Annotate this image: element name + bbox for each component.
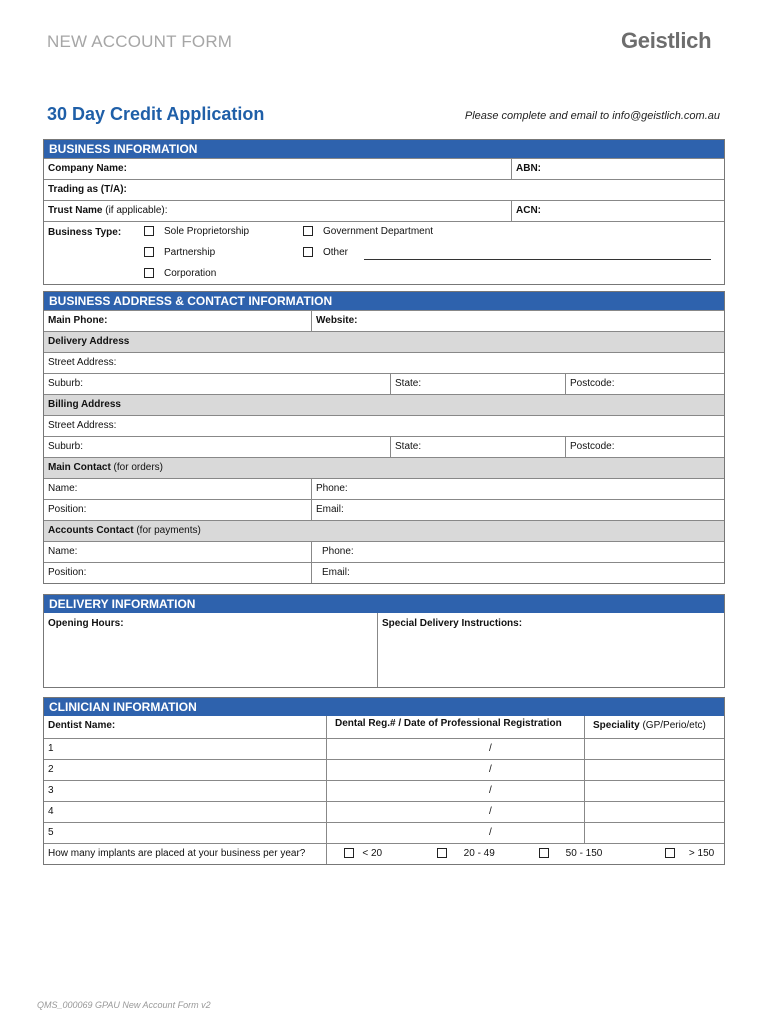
- implants-row: [44, 843, 724, 864]
- trust-row: [44, 200, 724, 221]
- checkbox[interactable]: [437, 848, 447, 858]
- delivery-street-field[interactable]: Street Address:: [48, 357, 117, 368]
- accounts-contact-label: [44, 521, 201, 541]
- delivery-suburb-field[interactable]: Suburb:: [48, 378, 84, 389]
- accounts-contact-header: [44, 520, 724, 541]
- business-type-label: Business Type:: [48, 227, 122, 238]
- billing-address-header: [44, 394, 724, 415]
- clinician-header-row: [44, 716, 724, 738]
- accounts-contact-suffix: (for payments): [133, 525, 201, 536]
- option-label: Government Department: [323, 226, 434, 237]
- section-heading: DELIVERY INFORMATION: [44, 595, 724, 613]
- trust-name-field[interactable]: [44, 201, 511, 221]
- dentist-name-5[interactable]: 5: [48, 827, 54, 838]
- checkbox[interactable]: [665, 848, 675, 858]
- other-text-line[interactable]: [364, 259, 711, 260]
- option-label: Other: [323, 247, 349, 258]
- checkbox[interactable]: [539, 848, 549, 858]
- option-label: Corporation: [164, 268, 217, 279]
- main-phone-field[interactable]: Main Phone:: [48, 315, 108, 326]
- main-contact-position-row: [44, 499, 724, 520]
- clinician-row-4: [44, 801, 724, 822]
- option-label: 50 - 150: [565, 848, 603, 859]
- speciality-5[interactable]: [584, 823, 724, 843]
- other-option[interactable]: [303, 247, 348, 258]
- page-title: 30 Day Credit Application: [47, 104, 265, 124]
- delivery-address-header: [44, 331, 724, 352]
- dentist-name-4[interactable]: 4: [48, 806, 54, 817]
- implants-question: How many implants are placed at your business per year?: [48, 848, 306, 859]
- option-label: Partnership: [164, 247, 216, 258]
- email-instruction: Please complete and email to info@geistlich.com.au: [464, 110, 720, 122]
- trust-name-suffix: (if applicable):: [102, 205, 168, 216]
- geistlich-logo: Geistlich: [621, 28, 712, 53]
- dentist-name-1[interactable]: 1: [48, 743, 54, 754]
- form-header-title: NEW ACCOUNT FORM: [47, 32, 233, 51]
- business-type-row: [44, 221, 724, 284]
- option-label: < 20: [362, 848, 383, 859]
- delivery-info-row: [44, 613, 724, 687]
- billing-street-field[interactable]: Street Address:: [48, 420, 117, 431]
- opening-hours-field[interactable]: Opening Hours:: [48, 618, 124, 629]
- dental-reg-2[interactable]: /: [326, 760, 584, 780]
- dentist-name-3[interactable]: 3: [48, 785, 54, 796]
- billing-state-field[interactable]: State:: [390, 437, 565, 457]
- delivery-address-label: Delivery Address: [48, 336, 130, 347]
- trust-name-label: Trust Name: [48, 205, 103, 216]
- delivery-postcode-field[interactable]: Postcode:: [565, 374, 724, 394]
- accounts-contact-title: Accounts Contact: [48, 525, 134, 536]
- sole-proprietorship-option[interactable]: [144, 226, 249, 237]
- billing-address-label: Billing Address: [48, 399, 121, 410]
- dentist-name-header: Dentist Name:: [48, 720, 116, 731]
- business-information-section: [43, 139, 725, 285]
- option-label: 20 - 49: [463, 848, 495, 859]
- speciality-1[interactable]: [584, 739, 724, 759]
- checkbox[interactable]: [144, 268, 154, 278]
- dentist-name-2[interactable]: 2: [48, 764, 54, 775]
- implants-option-gt150[interactable]: [644, 844, 724, 864]
- dental-reg-4[interactable]: /: [326, 802, 584, 822]
- accounts-contact-phone-field[interactable]: Phone:: [311, 542, 724, 562]
- trading-as-field[interactable]: Trading as (T/A):: [48, 184, 127, 195]
- delivery-suburb-row: [44, 373, 724, 394]
- delivery-street-row: [44, 352, 724, 373]
- clinician-information-section: [43, 697, 725, 865]
- main-contact-label: [44, 458, 163, 478]
- checkbox[interactable]: [303, 247, 313, 257]
- abn-field[interactable]: ABN:: [511, 159, 724, 179]
- footer-document-code: QMS_000069 GPAU New Account Form v2: [37, 1000, 211, 1010]
- accounts-contact-name-field[interactable]: Name:: [48, 546, 78, 557]
- partnership-option[interactable]: [144, 247, 215, 258]
- main-contact-phone-field[interactable]: Phone:: [311, 479, 724, 499]
- clinician-row-1: [44, 738, 724, 759]
- clinician-row-5: [44, 822, 724, 843]
- dental-reg-5[interactable]: /: [326, 823, 584, 843]
- checkbox[interactable]: [144, 226, 154, 236]
- address-contact-section: [43, 291, 725, 584]
- main-contact-name-row: [44, 478, 724, 499]
- billing-suburb-field[interactable]: Suburb:: [48, 441, 84, 452]
- main-contact-header: [44, 457, 724, 478]
- main-contact-title: Main Contact: [48, 462, 111, 473]
- implants-option-50-150[interactable]: [524, 844, 644, 864]
- main-contact-suffix: (for orders): [110, 462, 164, 473]
- special-delivery-instructions-field[interactable]: Special Delivery Instructions:: [377, 613, 724, 687]
- phone-website-row: [44, 310, 724, 331]
- speciality-header: [584, 716, 724, 738]
- speciality-suffix: (GP/Perio/etc): [639, 720, 706, 731]
- section-heading: BUSINESS INFORMATION: [44, 140, 724, 158]
- main-contact-email-field[interactable]: Email:: [311, 500, 724, 520]
- corporation-option[interactable]: [144, 268, 216, 279]
- dental-reg-header: Dental Reg.# / Date of Professional Registration: [326, 716, 584, 738]
- website-field[interactable]: Website:: [311, 311, 724, 331]
- billing-postcode-field[interactable]: Postcode:: [565, 437, 724, 457]
- implants-option-lt20[interactable]: [326, 844, 422, 864]
- speciality-4[interactable]: [584, 802, 724, 822]
- clinician-row-2: [44, 759, 724, 780]
- accounts-contact-name-row: [44, 541, 724, 562]
- trading-row: [44, 179, 724, 200]
- checkbox[interactable]: [144, 247, 154, 257]
- delivery-state-field[interactable]: State:: [390, 374, 565, 394]
- accounts-contact-email-field[interactable]: Email:: [311, 563, 724, 583]
- billing-street-row: [44, 415, 724, 436]
- main-contact-name-field[interactable]: Name:: [48, 483, 78, 494]
- main-contact-position-field[interactable]: Position:: [48, 504, 87, 515]
- government-department-option[interactable]: [303, 226, 433, 237]
- dental-reg-1[interactable]: /: [326, 739, 584, 759]
- billing-suburb-row: [44, 436, 724, 457]
- checkbox[interactable]: [344, 848, 354, 858]
- checkbox[interactable]: [303, 226, 313, 236]
- dental-reg-3[interactable]: /: [326, 781, 584, 801]
- section-heading: BUSINESS ADDRESS & CONTACT INFORMATION: [44, 292, 724, 310]
- speciality-3[interactable]: [584, 781, 724, 801]
- delivery-information-section: [43, 594, 725, 688]
- option-label: Sole Proprietorship: [164, 226, 250, 237]
- company-row: [44, 158, 724, 179]
- section-heading: CLINICIAN INFORMATION: [44, 698, 724, 716]
- speciality-label: Speciality: [593, 720, 640, 731]
- company-name-field[interactable]: Company Name:: [48, 163, 127, 174]
- option-label: > 150: [688, 848, 715, 859]
- implants-option-20-49[interactable]: [422, 844, 524, 864]
- clinician-row-3: [44, 780, 724, 801]
- accounts-contact-position-row: [44, 562, 724, 583]
- speciality-2[interactable]: [584, 760, 724, 780]
- acn-field[interactable]: ACN:: [511, 201, 724, 221]
- accounts-contact-position-field[interactable]: Position:: [48, 567, 87, 578]
